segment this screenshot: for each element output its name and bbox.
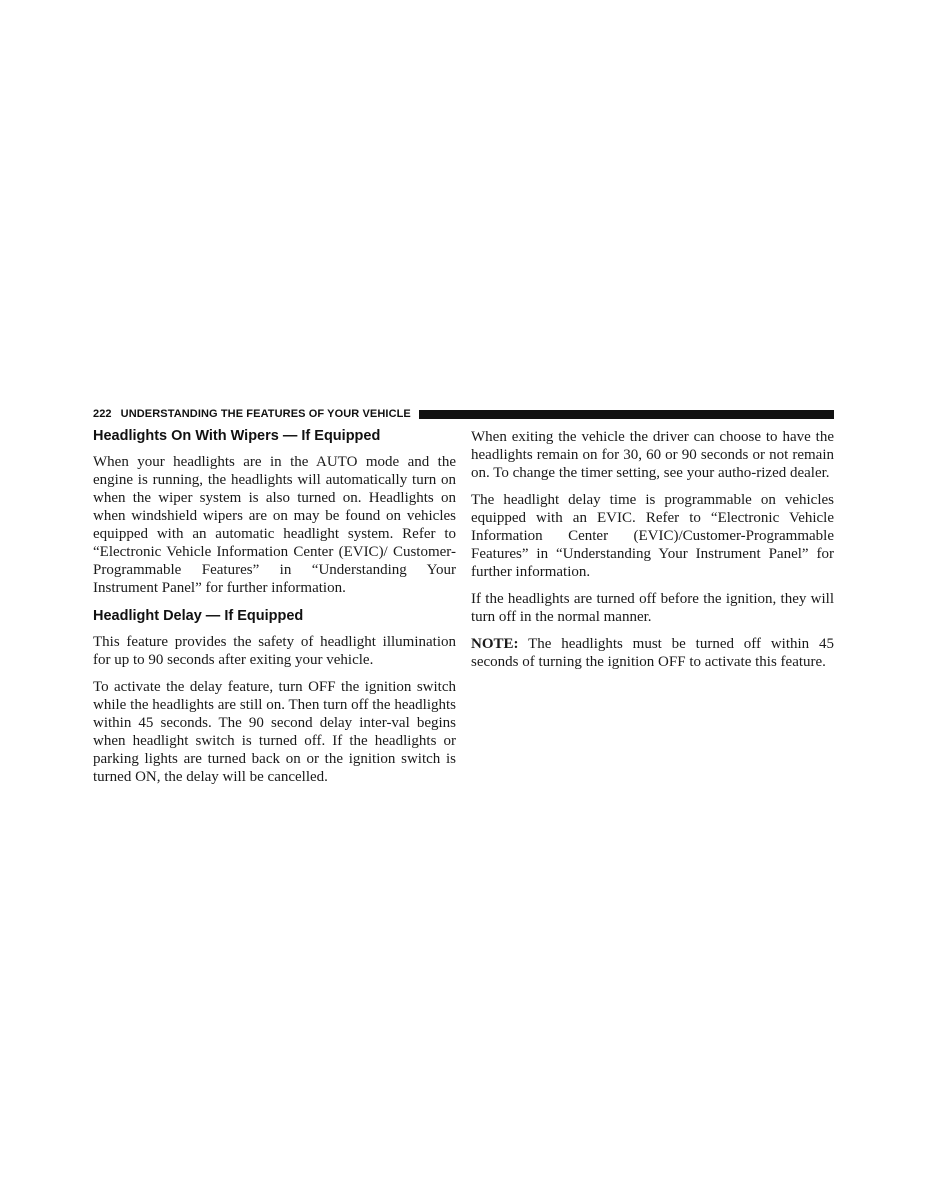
section-heading-delay: Headlight Delay — If Equipped — [93, 608, 304, 624]
ignition-paragraph: If the headlights are turned off before the ignition, they will turn off in the normal manner. — [471, 591, 834, 625]
delay-paragraph-1: This feature provides the safety of headlight illumination for up to 90 seconds after exiting your vehicle. — [93, 634, 456, 668]
programmable-paragraph: The headlight delay time is programmable on vehicles equipped with an EVIC. Refer to “Electronic Vehicle Information Center (EVIC)/Customer-Programmable Features” in “Understanding Your Instrument Panel” for further information. — [471, 492, 834, 580]
page-header — [93, 405, 834, 423]
page-number: 222 — [93, 408, 112, 420]
wipers-paragraph: When your headlights are in the AUTO mode and the engine is running, the headlights will automatically turn on when the wiper system is also turned on. Headlights on when windshield wipers are on may be found on vehicles equipped with an automatic headlight system. Refer to “Electronic Vehicle Information Center (EVIC)/ Customer-Programmable Features” in “Understanding Your Instrument Panel” for further information. — [93, 454, 456, 596]
right-column — [471, 428, 834, 680]
header-rule — [419, 410, 834, 419]
left-column — [93, 428, 456, 795]
exit-paragraph: When exiting the vehicle the driver can choose to have the headlights remain on for 30, 60 or 90 seconds or not remain on. To change the timer setting, see your autho-rized dealer. — [471, 429, 834, 481]
delay-paragraph-2: To activate the delay feature, turn OFF the ignition switch while the headlights are still on. Then turn off the headlights within 45 seconds. The 90 second delay inter-val begins when headlight switch is turned off. If the headlights or parking lights are turned back on or the ignition switch is turned ON, the delay will be cancelled. — [93, 679, 456, 785]
section-heading-wipers: Headlights On With Wipers — If Equipped — [93, 428, 381, 444]
running-title: UNDERSTANDING THE FEATURES OF YOUR VEHICLE — [120, 408, 411, 420]
note-paragraph — [471, 635, 834, 671]
note-label: NOTE: — [471, 636, 519, 652]
note-text: The headlights must be turned off within 45 seconds of turning the ignition OFF to activate this feature. — [471, 636, 834, 670]
